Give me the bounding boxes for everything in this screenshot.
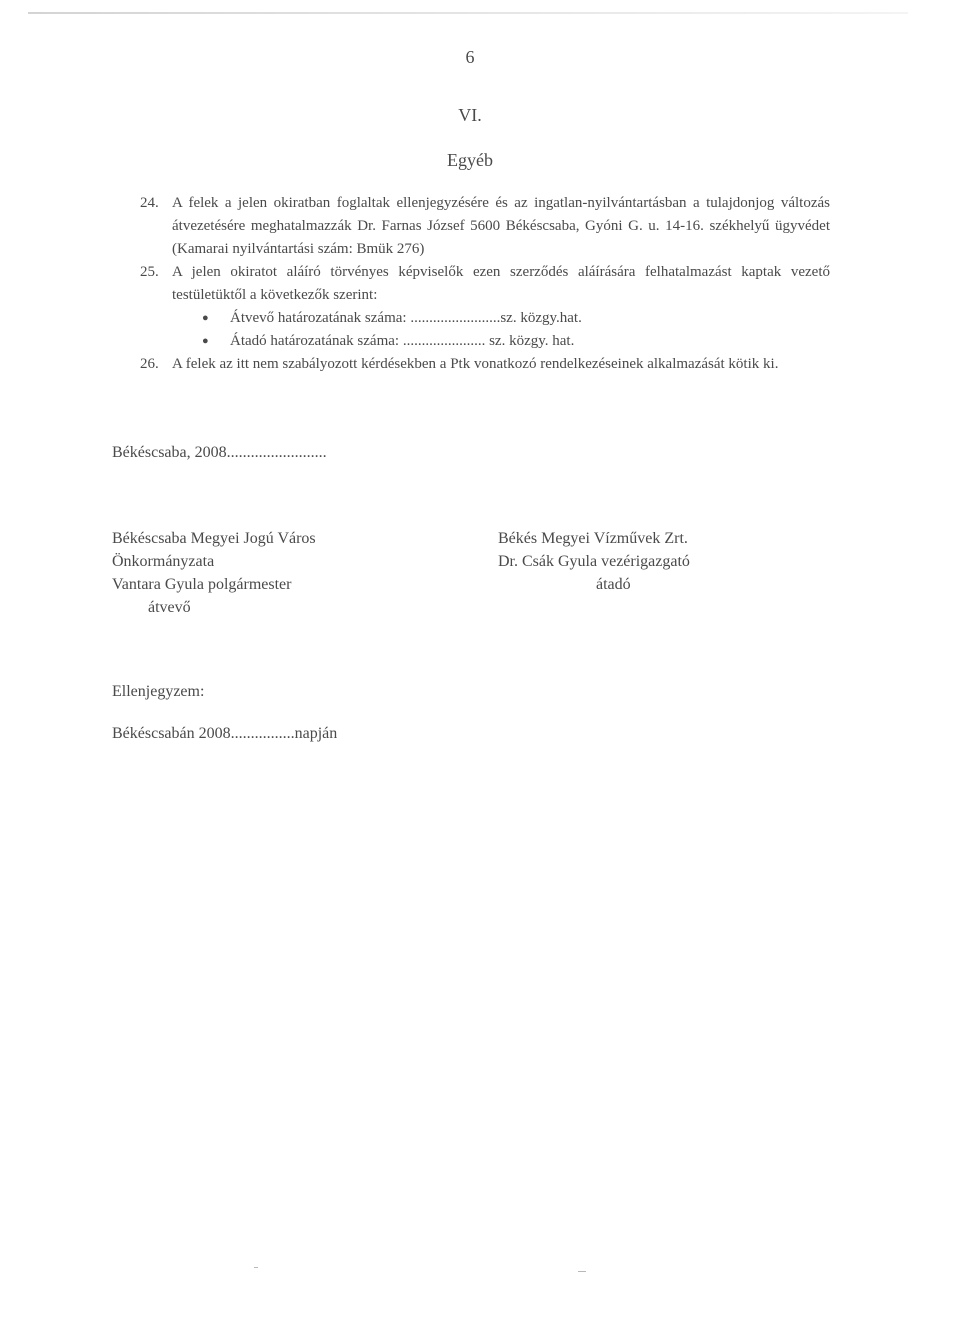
signature-block-transferor	[498, 527, 798, 596]
countersign-date: Békéscsabán 2008................napján	[112, 725, 338, 742]
signature-block-transferee	[112, 527, 432, 619]
clause-text: A felek az itt nem szabályozott kérdésekben a Ptk vonatkozó rendelkezéseinek alkalmazását kötik ki.	[172, 356, 779, 372]
bullet-icon: ●	[202, 335, 209, 347]
list-item-text: Átadó határozatának száma: ...................... sz. közgy. hat.	[230, 333, 575, 349]
place-and-date: Békéscsaba, 2008.........................	[112, 444, 327, 461]
section-title: Egyéb	[447, 150, 493, 170]
list-item	[172, 330, 830, 353]
clause-number: 26.	[140, 356, 159, 372]
clause-text: A felek a jelen okiratban foglaltak ellenjegyzésére és az ingatlan-nyilvántartásban a tulajdonjog változás átvezetésére meghatalmazzák Dr. Farnas József 5600 Békéscsaba, Gyóni G. u. 14-16. székhelyű ügyvédet (Kamarai nyilvántartási szám: Bmük 276)	[172, 195, 830, 257]
clause-26	[140, 353, 830, 376]
scan-top-edge	[28, 12, 908, 14]
signatory-role: átadó	[596, 576, 631, 593]
clause-24	[140, 192, 830, 261]
clause-number: 25.	[140, 264, 159, 280]
signatory-line: Békés Megyei Vízművek Zrt.	[498, 530, 688, 547]
section-number: VI.	[458, 105, 482, 125]
clause-25	[140, 261, 830, 353]
signatory-line: Dr. Csák Gyula vezérigazgató	[498, 553, 690, 570]
list-item	[172, 307, 830, 330]
signatory-role: átvevő	[148, 599, 191, 616]
signatory-line: Önkormányzata	[112, 553, 215, 570]
countersign-label: Ellenjegyzem:	[112, 683, 205, 700]
scan-speck	[578, 1271, 586, 1272]
clause-text: A jelen okiratot aláíró törvényes képviselők ezen szerződés aláírására felhatalmazást kaptak vezető testületüktől a következők szerint:	[172, 264, 830, 303]
bullet-icon: ●	[202, 312, 209, 324]
authorization-list	[172, 307, 830, 353]
clause-list	[140, 192, 830, 376]
page-number: 6	[465, 47, 475, 67]
signatory-line: Békéscsaba Megyei Jogú Város	[112, 530, 316, 547]
clause-number: 24.	[140, 195, 159, 211]
signatory-line: Vantara Gyula polgármester	[112, 576, 292, 593]
list-item-text: Átvevő határozatának száma: ........................sz. közgy.hat.	[230, 310, 582, 326]
scan-speck	[254, 1267, 258, 1268]
